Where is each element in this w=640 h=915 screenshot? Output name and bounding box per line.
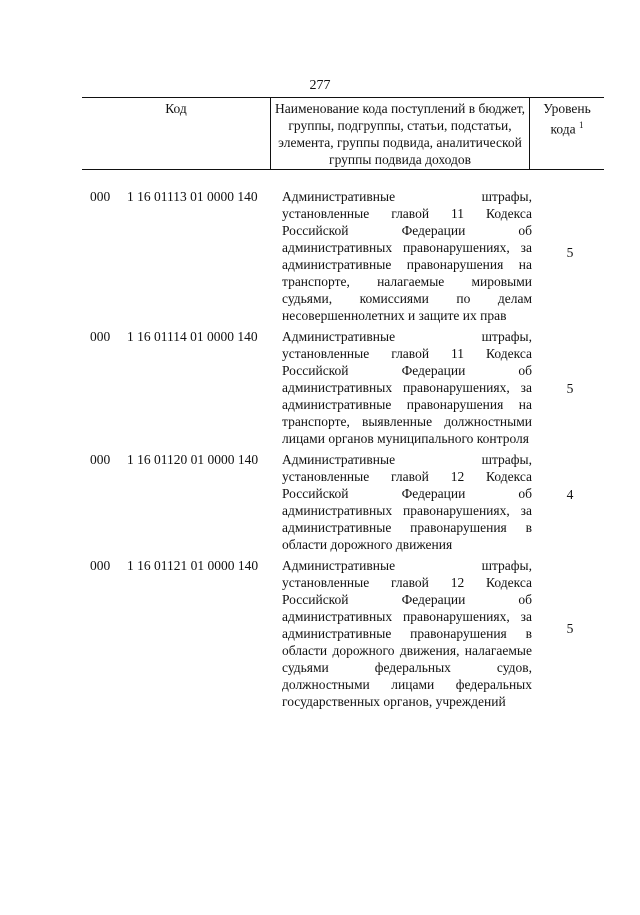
header-code-label: Код	[165, 101, 187, 116]
revenue-name: Административные штрафы, установленные главой 12 Кодекса Российской Федерации об административных правонарушениях, за административные правонарушения в области дорожного движения	[282, 452, 532, 552]
code-level: 5	[566, 381, 574, 396]
header-name	[271, 98, 530, 170]
header-name-label: Наименование кода поступлений в бюджет, группы, подгруппы, статьи, подстатьи, элемента, группы подвида, аналитической группы подвида доходов	[275, 101, 526, 167]
admin-code: 000	[90, 329, 111, 344]
revenue-code: 1 16 01114 01 0000 140	[127, 329, 258, 344]
header-code	[82, 98, 271, 170]
code-level: 5	[566, 621, 574, 636]
revenue-code: 1 16 01120 01 0000 140	[127, 452, 259, 467]
page-number: 277	[309, 78, 331, 93]
code-level: 5	[566, 245, 574, 260]
table-row	[0, 188, 640, 324]
admin-code: 000	[90, 558, 111, 573]
revenue-name: Административные штрафы, установленные главой 11 Кодекса Российской Федерации об административных правонарушениях, за административные правонарушения на транспорте, налагаемые мировыми судьями, комиссиями по делам несовершеннолетних и защите их прав	[282, 189, 532, 323]
revenue-name: Административные штрафы, установленные главой 12 Кодекса Российской Федерации об административных правонарушениях, за административные правонарушения в области дорожного движения, налагаемые судьями федеральных судов, должностными лицами федеральных государственных органов, учреждений	[282, 558, 532, 709]
revenue-code: 1 16 01113 01 0000 140	[127, 189, 258, 204]
admin-code: 000	[90, 452, 111, 467]
header-level	[530, 98, 605, 170]
table-row	[0, 557, 640, 710]
admin-code: 000	[90, 189, 111, 204]
revenue-code: 1 16 01121 01 0000 140	[127, 558, 259, 573]
table-body	[0, 188, 640, 714]
table-row	[0, 328, 640, 447]
table-row	[0, 451, 640, 553]
footnote-mark: 1	[578, 120, 584, 130]
header-level-label: Уровень кода	[543, 101, 591, 137]
revenue-name: Административные штрафы, установленные главой 11 Кодекса Российской Федерации об административных правонарушениях, за административные правонарушения на транспорте, выявленные должностными лицами органов муниципального контроля	[282, 329, 532, 446]
table-header	[82, 97, 604, 170]
code-level: 4	[566, 487, 574, 502]
